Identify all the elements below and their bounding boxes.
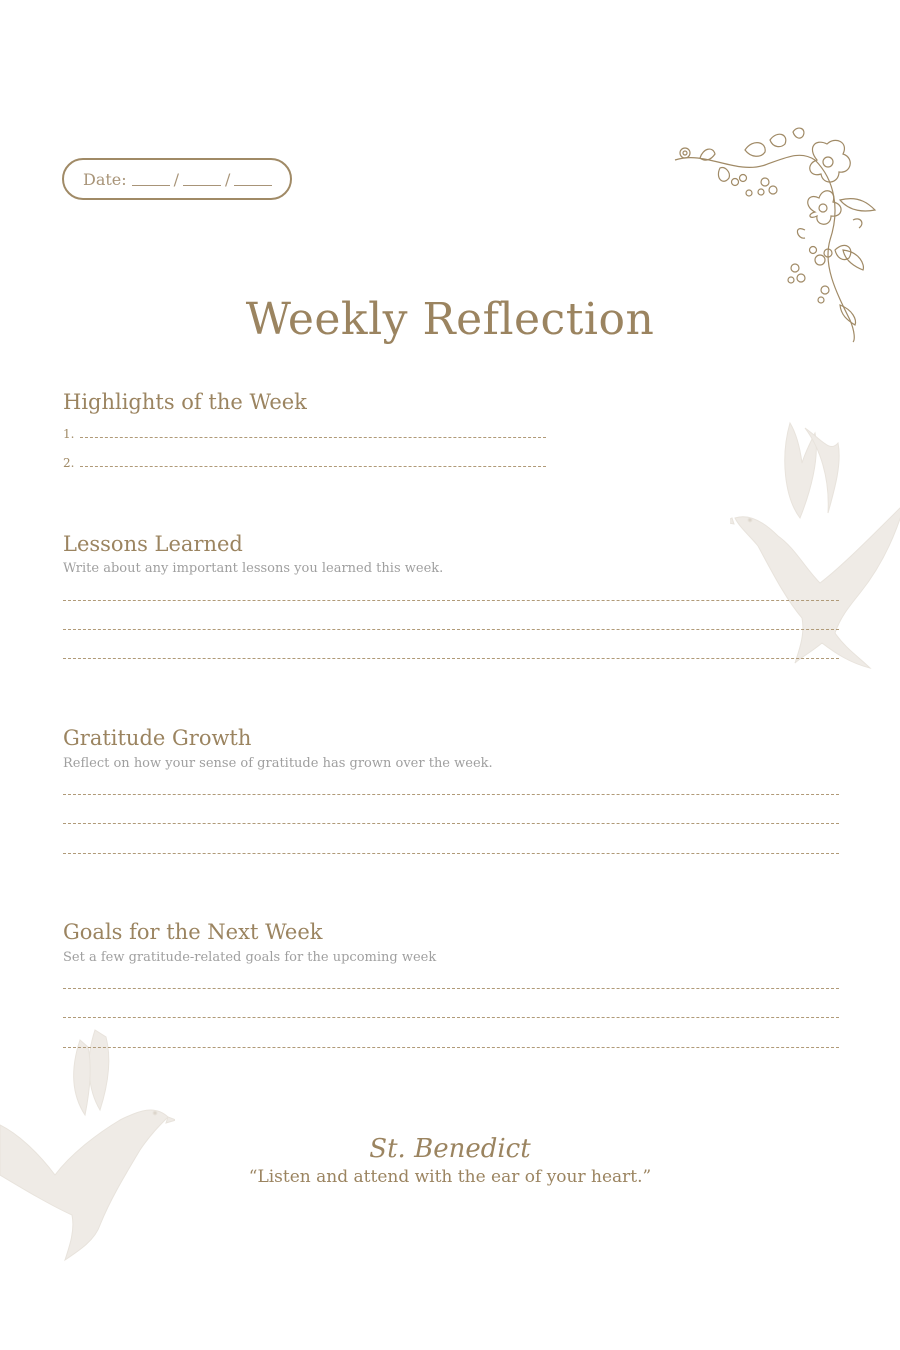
page-title: Weekly Reflection [245, 294, 655, 345]
list-number: 1. [63, 427, 75, 441]
writing-line[interactable] [63, 1047, 839, 1048]
writing-line[interactable] [63, 600, 839, 601]
quote-text: “Listen and attend with the ear of your heart.” [248, 1167, 652, 1187]
list-number: 2. [63, 456, 75, 470]
section-description-lessons: Write about any important lessons you learned this week. [63, 561, 444, 576]
writing-line[interactable] [63, 823, 839, 824]
section-description-goals: Set a few gratitude-related goals for the upcoming week [63, 950, 437, 965]
section-title-goals: Goals for the Next Week [63, 920, 323, 944]
date-blank-day[interactable] [132, 173, 170, 186]
writing-line[interactable] [63, 853, 839, 854]
date-blank-month[interactable] [183, 173, 221, 186]
writing-line[interactable] [63, 1017, 839, 1018]
dove-icon [730, 418, 900, 673]
writing-line[interactable] [80, 437, 546, 438]
writing-line[interactable] [80, 466, 546, 467]
writing-line[interactable] [63, 794, 839, 795]
writing-line[interactable] [63, 658, 839, 659]
writing-line[interactable] [63, 629, 839, 630]
date-label: Date: [83, 169, 127, 189]
date-field[interactable] [62, 158, 292, 200]
section-description-gratitude: Reflect on how your sense of gratitude has grown over the week. [63, 756, 493, 771]
date-separator: / [173, 169, 180, 189]
quote-author: St. Benedict [369, 1134, 531, 1164]
date-blank-year[interactable] [234, 173, 272, 186]
section-title-lessons: Lessons Learned [63, 532, 243, 556]
writing-line[interactable] [63, 988, 839, 989]
date-separator: / [225, 169, 231, 189]
section-title-highlights: Highlights of the Week [63, 390, 307, 414]
section-title-gratitude: Gratitude Growth [63, 726, 252, 750]
